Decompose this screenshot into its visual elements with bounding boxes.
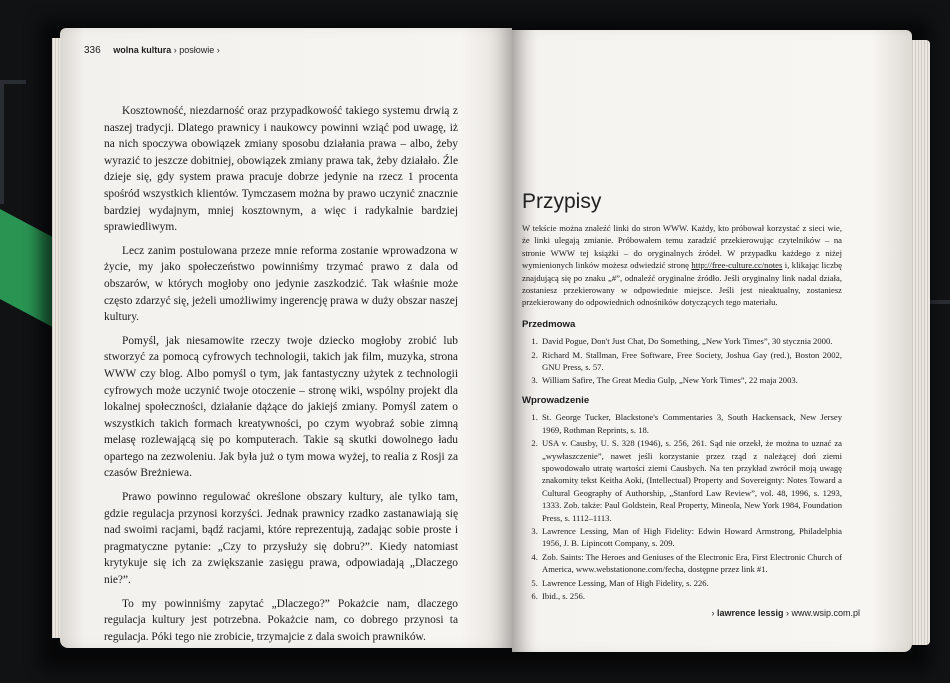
footer-url: www.wsip.com.pl [791, 608, 860, 618]
note-item: 2. Richard M. Stallman, Free Software, Free Society, Joshua Gay (red.), Boston 2002, GNU Press, s. 57. [540, 349, 842, 374]
notes-list [522, 335, 842, 387]
note-item: 4. Zob. Saints: The Heroes and Geniuses of the Electronic Era, First Electronic Church of America, www.webstationone.com/fecha, dostępne przez link #1. [540, 551, 842, 576]
note-item: 1. David Pogue, Don't Just Chat, Do Something, „New York Times”, 30 stycznia 2000. [540, 335, 842, 347]
footer-author: lawrence lessig [716, 608, 784, 618]
note-item: 3. Lawrence Lessing, Man of High Fidelity: Edwin Howard Armstrong, Philadelphia 1956, J. B. Lipincott Company, s. 209. [540, 525, 842, 550]
notes-list [522, 411, 842, 602]
paragraph: Kosztowność, niezdarność oraz przypadkowość takiego systemu drwią z naszej tradycji. Dlatego prawnicy i naukowcy powinni wziąć pod uwagę, iż na nich spoczywa obowiązek zmiany sposobu działania prawa – albo, żeby wyrazić to jeszcze dobitniej, obowiązek zmiany prawa tak, żeby działało. Źle dzieje się, gdy system prawa pracuje dobrze jedynie na rzecz 1 procenta spośród wszystkich klientów. Tymczasem można by prawo uczynić znacznie bardziej wydajnym, mniej kosztownym, a więc i radykalnie bardziej sprawiedliwym. [104, 105, 458, 234]
left-body-text [104, 103, 458, 648]
right-page [512, 30, 912, 652]
page-footer [711, 608, 860, 618]
chevron-right-icon: › [173, 45, 180, 55]
notes-body [522, 222, 842, 610]
note-item: 2. USA v. Causby, U. S. 328 (1946), s. 256, 261. Sąd nie orzekł, że można to uznać za „wywłaszczenie”, nawet jeśli korzystanie przez rząd z należącej doń ziemi spowodowało utratę wartości ziemi Causbych. Na ten przykład zwrócił moją uwagę znakomity tekst Keitha Aoki, (Intellectual) Property and Sovereignty: Notes Toward a Cultural Geography of Authorship, „Stanford Law Review”, vol. 48, 1996, s. 1293, 1333. Zob. także: Paul Goldstein, Real Property, Mineola, New York 1984, Foundation Press, s. 1112–1113. [540, 437, 842, 524]
note-item: 5. Lawrence Lessing, Man of High Fidelity, s. 226. [540, 577, 842, 589]
notes-intro [522, 222, 842, 309]
paragraph: Pomyśl, jak niesamowite rzeczy twoje dziecko mogłoby zrobić lub stworzyć za pomocą cyfrowych technologii, takich jak film, muzyka, strona WWW czy blog. Albo pomyśl o tym, jak fantastyczny użytek z technologii cyfrowych może uczynić twoje otoczenie – stronę wiki, wspólny projekt dla lokalnej społeczności, działanie dążące do jakiejś zmiany. Pomyśl zatem o wszystkich takich formach kreatywności, po czym wyobraź sobie zimną melasę rozlewającą się po komputerach. Takie są skutki dowolnego ładu opartego na zezwoleniu. Jak była już o tym mowa wyżej, to realia z Rosji za czasów Breżniewa. [104, 334, 458, 480]
notes-link: http://free-culture.cc/notes [691, 260, 783, 271]
background-line [0, 84, 4, 204]
paragraph: To my powinniśmy zapytać „Dlaczego?” Pokażcie nam, dlaczego regulacja kultury jest potrzebna. Pokażcie nam, co dobrego przynosi ta regulacja. Póki tego nie zrobicie, trzymajcie z dala swoich prawników. [104, 597, 458, 643]
paragraph: Lecz zanim postulowana przeze mnie reforma zostanie wprowadzona w życie, my jako społeczeństwo powinniśmy trzymać prawo z dala od obszarów, w których mogłoby ono jedynie zaszkodzić. Tak właśnie może często zdarzyć się, jeżeli umożliwimy ingerencję prawa w duży obszar naszej kultury. [104, 244, 458, 324]
left-page [60, 28, 512, 648]
section-heading: Wprowadzenie [522, 394, 590, 406]
paragraph: Prawo powinno regulować określone obszary kultury, ale tylko tam, gdzie regulacja przynosi korzyści. Jednak prawnicy rzadko zastanawiają się nad swoimi racjami, bądź racjami, które reprezentują, zadając sobie proste i pragmatyczne pytanie: „Czy to przysłuży się dobru?”. Kiedy natomiast krytykuje się ich za zwiększanie zasięgu prawa, odpowiadają „Dlaczego nie?”. [104, 491, 458, 587]
notes-title: Przypisy [522, 190, 602, 213]
chevron-right-icon: › [711, 608, 717, 618]
intro-text: W tekście można znaleźć linki do stron WWW. Każdy, kto próbował korzystać z sieci wie, że linki ulegają zmianie. Próbowałem temu zaradzić przekierowując czytelników – na stronie WWW tej książki – do oryginalnych źródeł. W przypadku każdego z niżej wymienionych linków możesz odwiedzić stronę [522, 223, 842, 271]
background-line [930, 300, 950, 304]
running-head-book: wolna kultura [113, 45, 172, 55]
note-item: 6. Ibid., s. 256. [540, 590, 842, 602]
page-edges-right [912, 40, 930, 645]
section-heading: Przedmowa [522, 318, 576, 330]
note-item: 1. St. George Tucker, Blackstone's Commentaries 3, South Hackensack, New Jersey 1969, Rothman Reprints, s. 18. [540, 411, 842, 436]
intro-text: i, klikając liczbę znajdującą się po znaku „#”, odnaleźć oryginalne źródło. Jeśli oryginalny link nadal działa, zostaniesz przekierowany w odpowiednie miejsce. Jeśli jest nieaktualny, zostaniesz przekierowany do odpowiednich odnośników dotyczących tego materiału. [522, 260, 842, 308]
chevron-right-icon: › [216, 45, 220, 55]
page-number: 336 [84, 45, 101, 56]
running-head-section: posłowie [179, 45, 215, 55]
chevron-right-icon: › [783, 608, 792, 618]
running-head [84, 45, 484, 56]
note-item: 3. William Safire, The Great Media Gulp, „New York Times”, 22 maja 2003. [540, 374, 842, 386]
